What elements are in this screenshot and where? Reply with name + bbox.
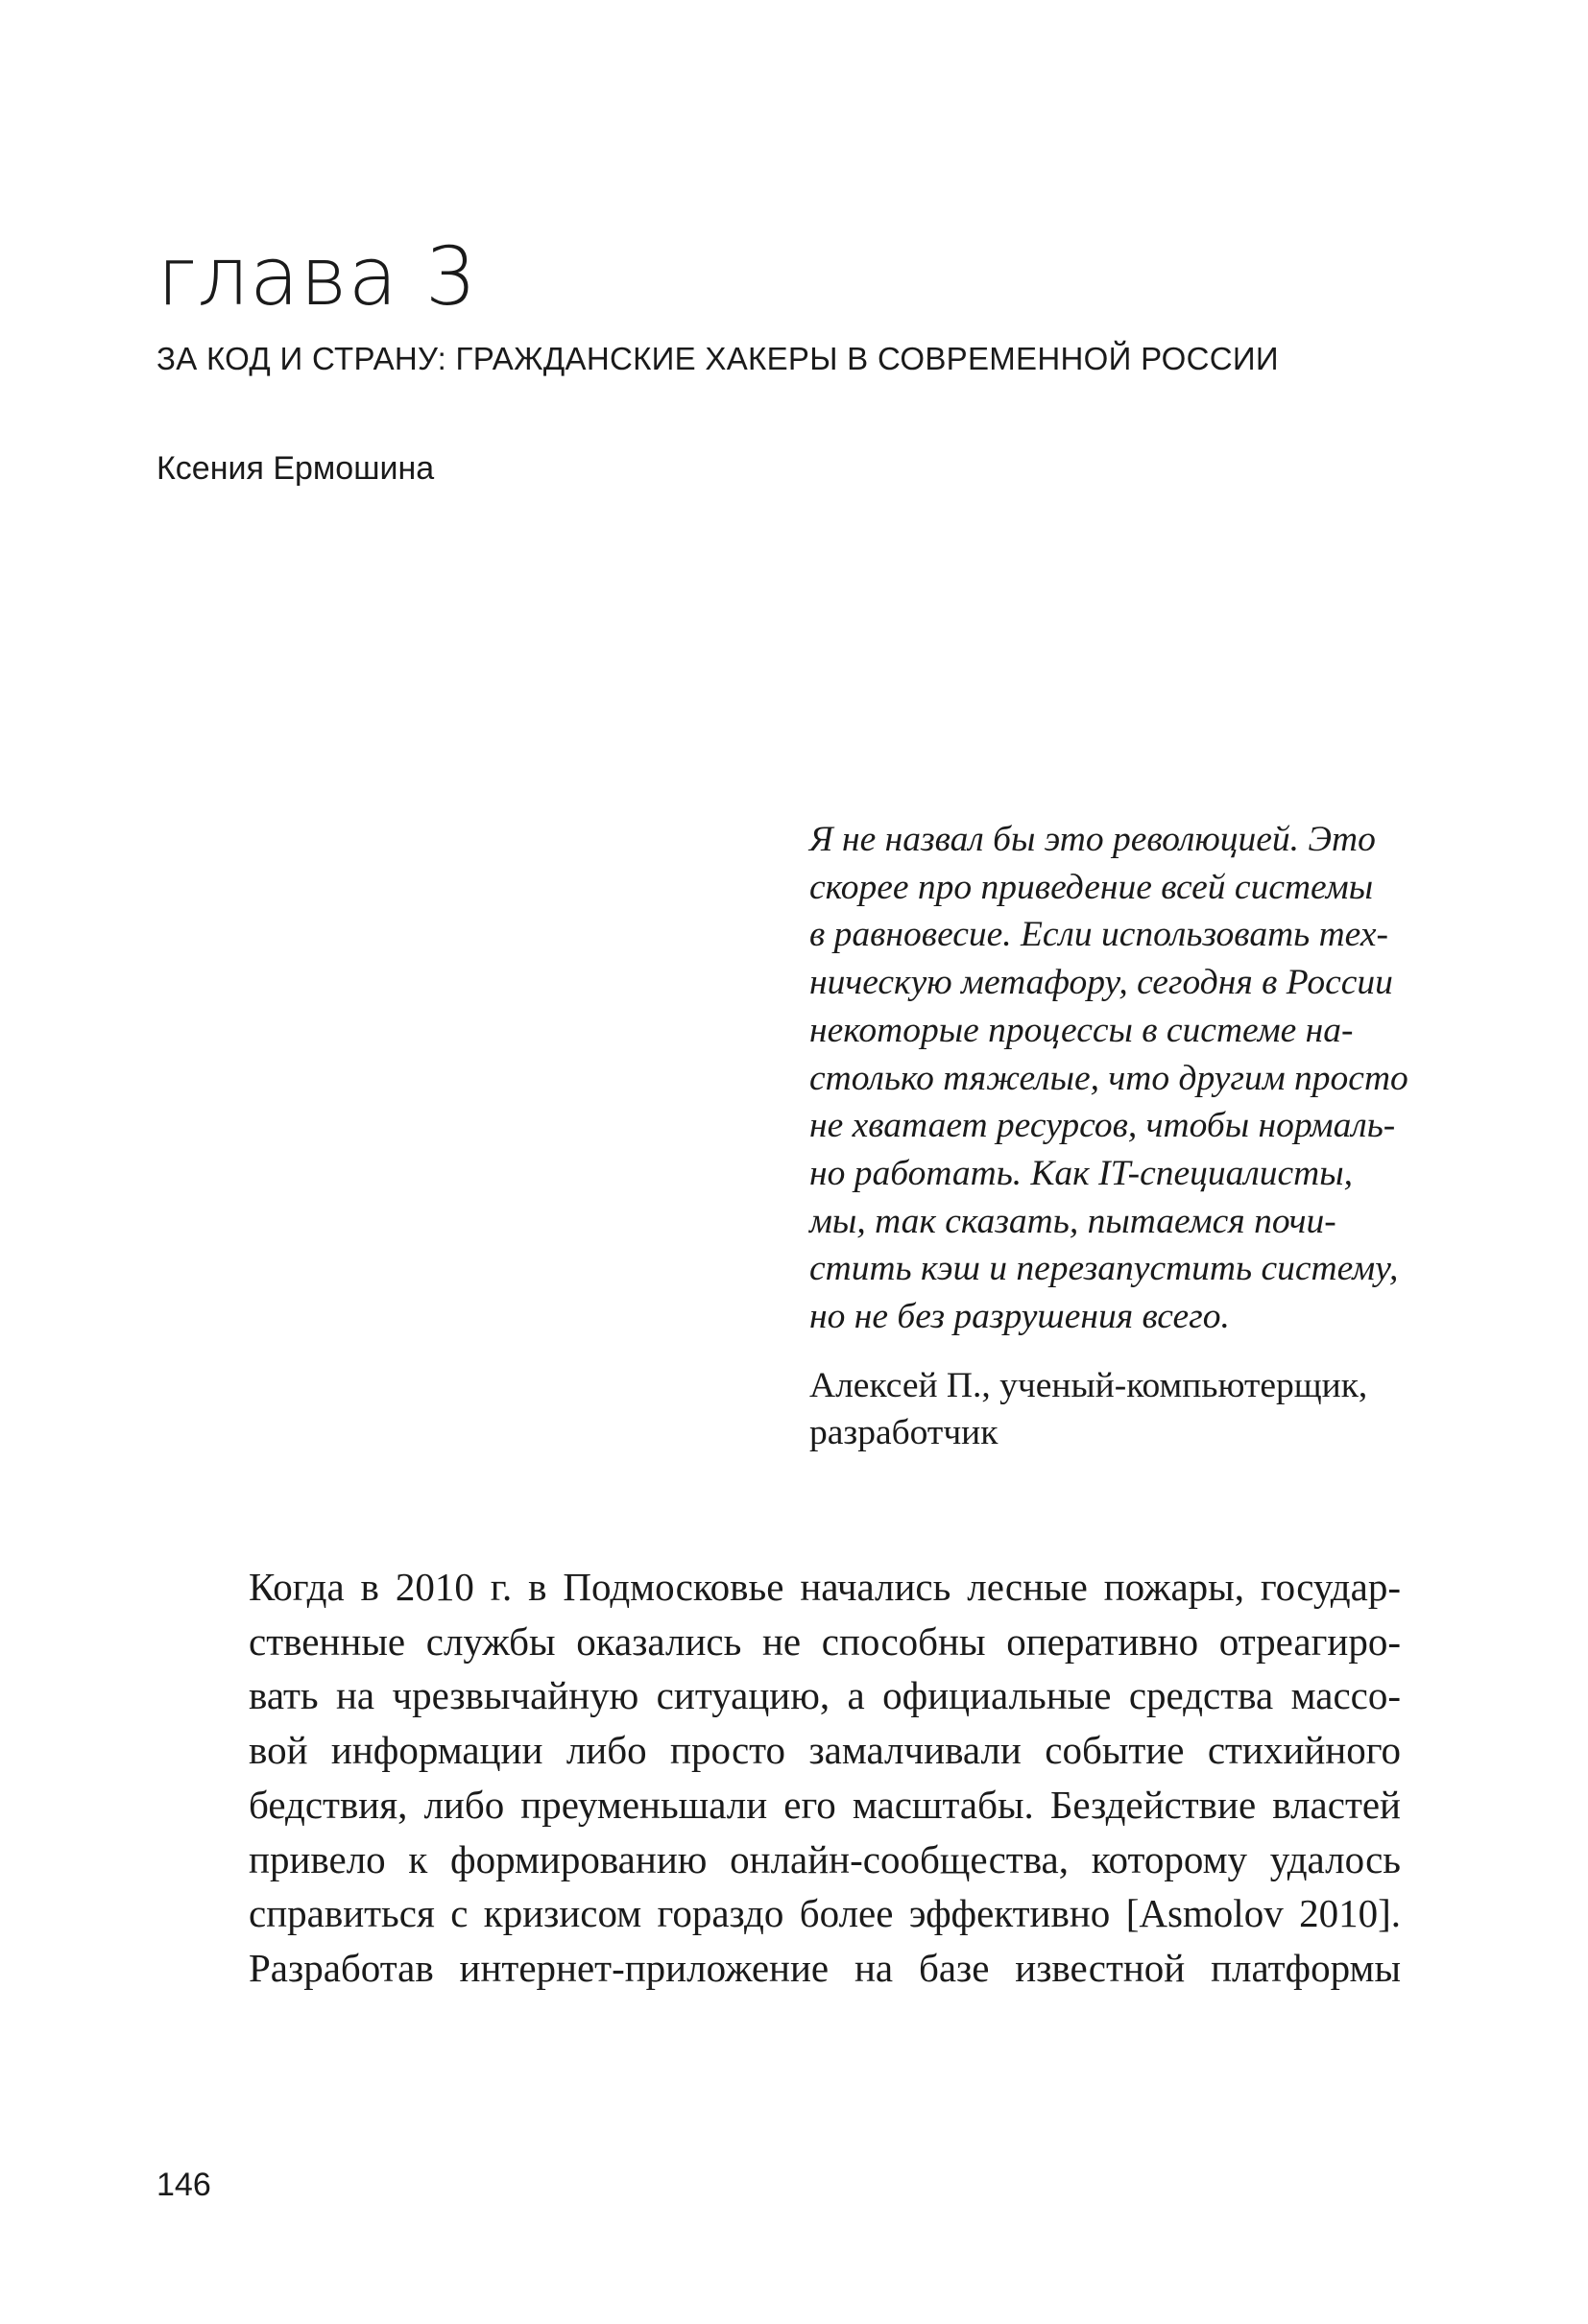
epigraph-attribution (809, 1362, 1405, 1456)
body-line: привело к формированию онлайн-сообщества, которому удалось (249, 1836, 1401, 1881)
chapter-label: глава 3 (156, 229, 478, 323)
epigraph-line: столько тяжелые, что другим просто (809, 1058, 1408, 1098)
epigraph-line: ническую метафору, сегодня в России (809, 963, 1393, 1003)
attribution-line: разработчик (809, 1412, 999, 1452)
epigraph-line: мы, так сказать, пытаемся почи- (809, 1201, 1336, 1241)
epigraph (809, 816, 1408, 1456)
epigraph-line: скорее про приведение всей системы (809, 867, 1374, 907)
body-line: вать на чрезвычайную ситуацию, а официальные средства массо- (249, 1673, 1401, 1718)
body-paragraph (249, 1560, 1401, 1996)
chapter-subtitle: ЗА КОД И СТРАНУ: ГРАЖДАНСКИЕ ХАКЕРЫ В СОВРЕМЕННОЙ РОССИИ (156, 341, 1279, 376)
epigraph-line: но работать. Как IT-специалисты, (809, 1153, 1354, 1193)
body-line: Разработав интернет-приложение на базе известной платформы (249, 1945, 1401, 1990)
body-line: вой информации либо просто замалчивали событие стихийного (249, 1728, 1401, 1773)
body-line: справиться с кризисом гораздо более эффективно [Asmolov 2010]. (249, 1891, 1401, 1936)
page-number: 146 (156, 2167, 211, 2203)
epigraph-line: некоторые процессы в системе на- (809, 1010, 1354, 1050)
epigraph-line: но не без разрушения всего. (809, 1297, 1230, 1337)
chapter-author: Ксения Ермошина (156, 450, 435, 487)
body-line: ственные службы оказались не способны оперативно отреагиро- (249, 1618, 1401, 1664)
attribution-line: Алексей П., ученый-компьютерщик, (809, 1365, 1368, 1405)
body-line: Когда в 2010 г. в Подмосковье начались лесные пожары, государ- (249, 1565, 1401, 1609)
epigraph-line: в равновесие. Если использовать тех- (809, 915, 1388, 955)
epigraph-line: Я не назвал бы это революцией. Это (809, 820, 1376, 859)
epigraph-line: не хватает ресурсов, чтобы нормаль- (809, 1106, 1396, 1146)
body-line: бедствия, либо преуменьшали его масштабы. Бездействие властей (249, 1782, 1401, 1827)
epigraph-line: стить кэш и перезапустить систему, (809, 1249, 1399, 1289)
